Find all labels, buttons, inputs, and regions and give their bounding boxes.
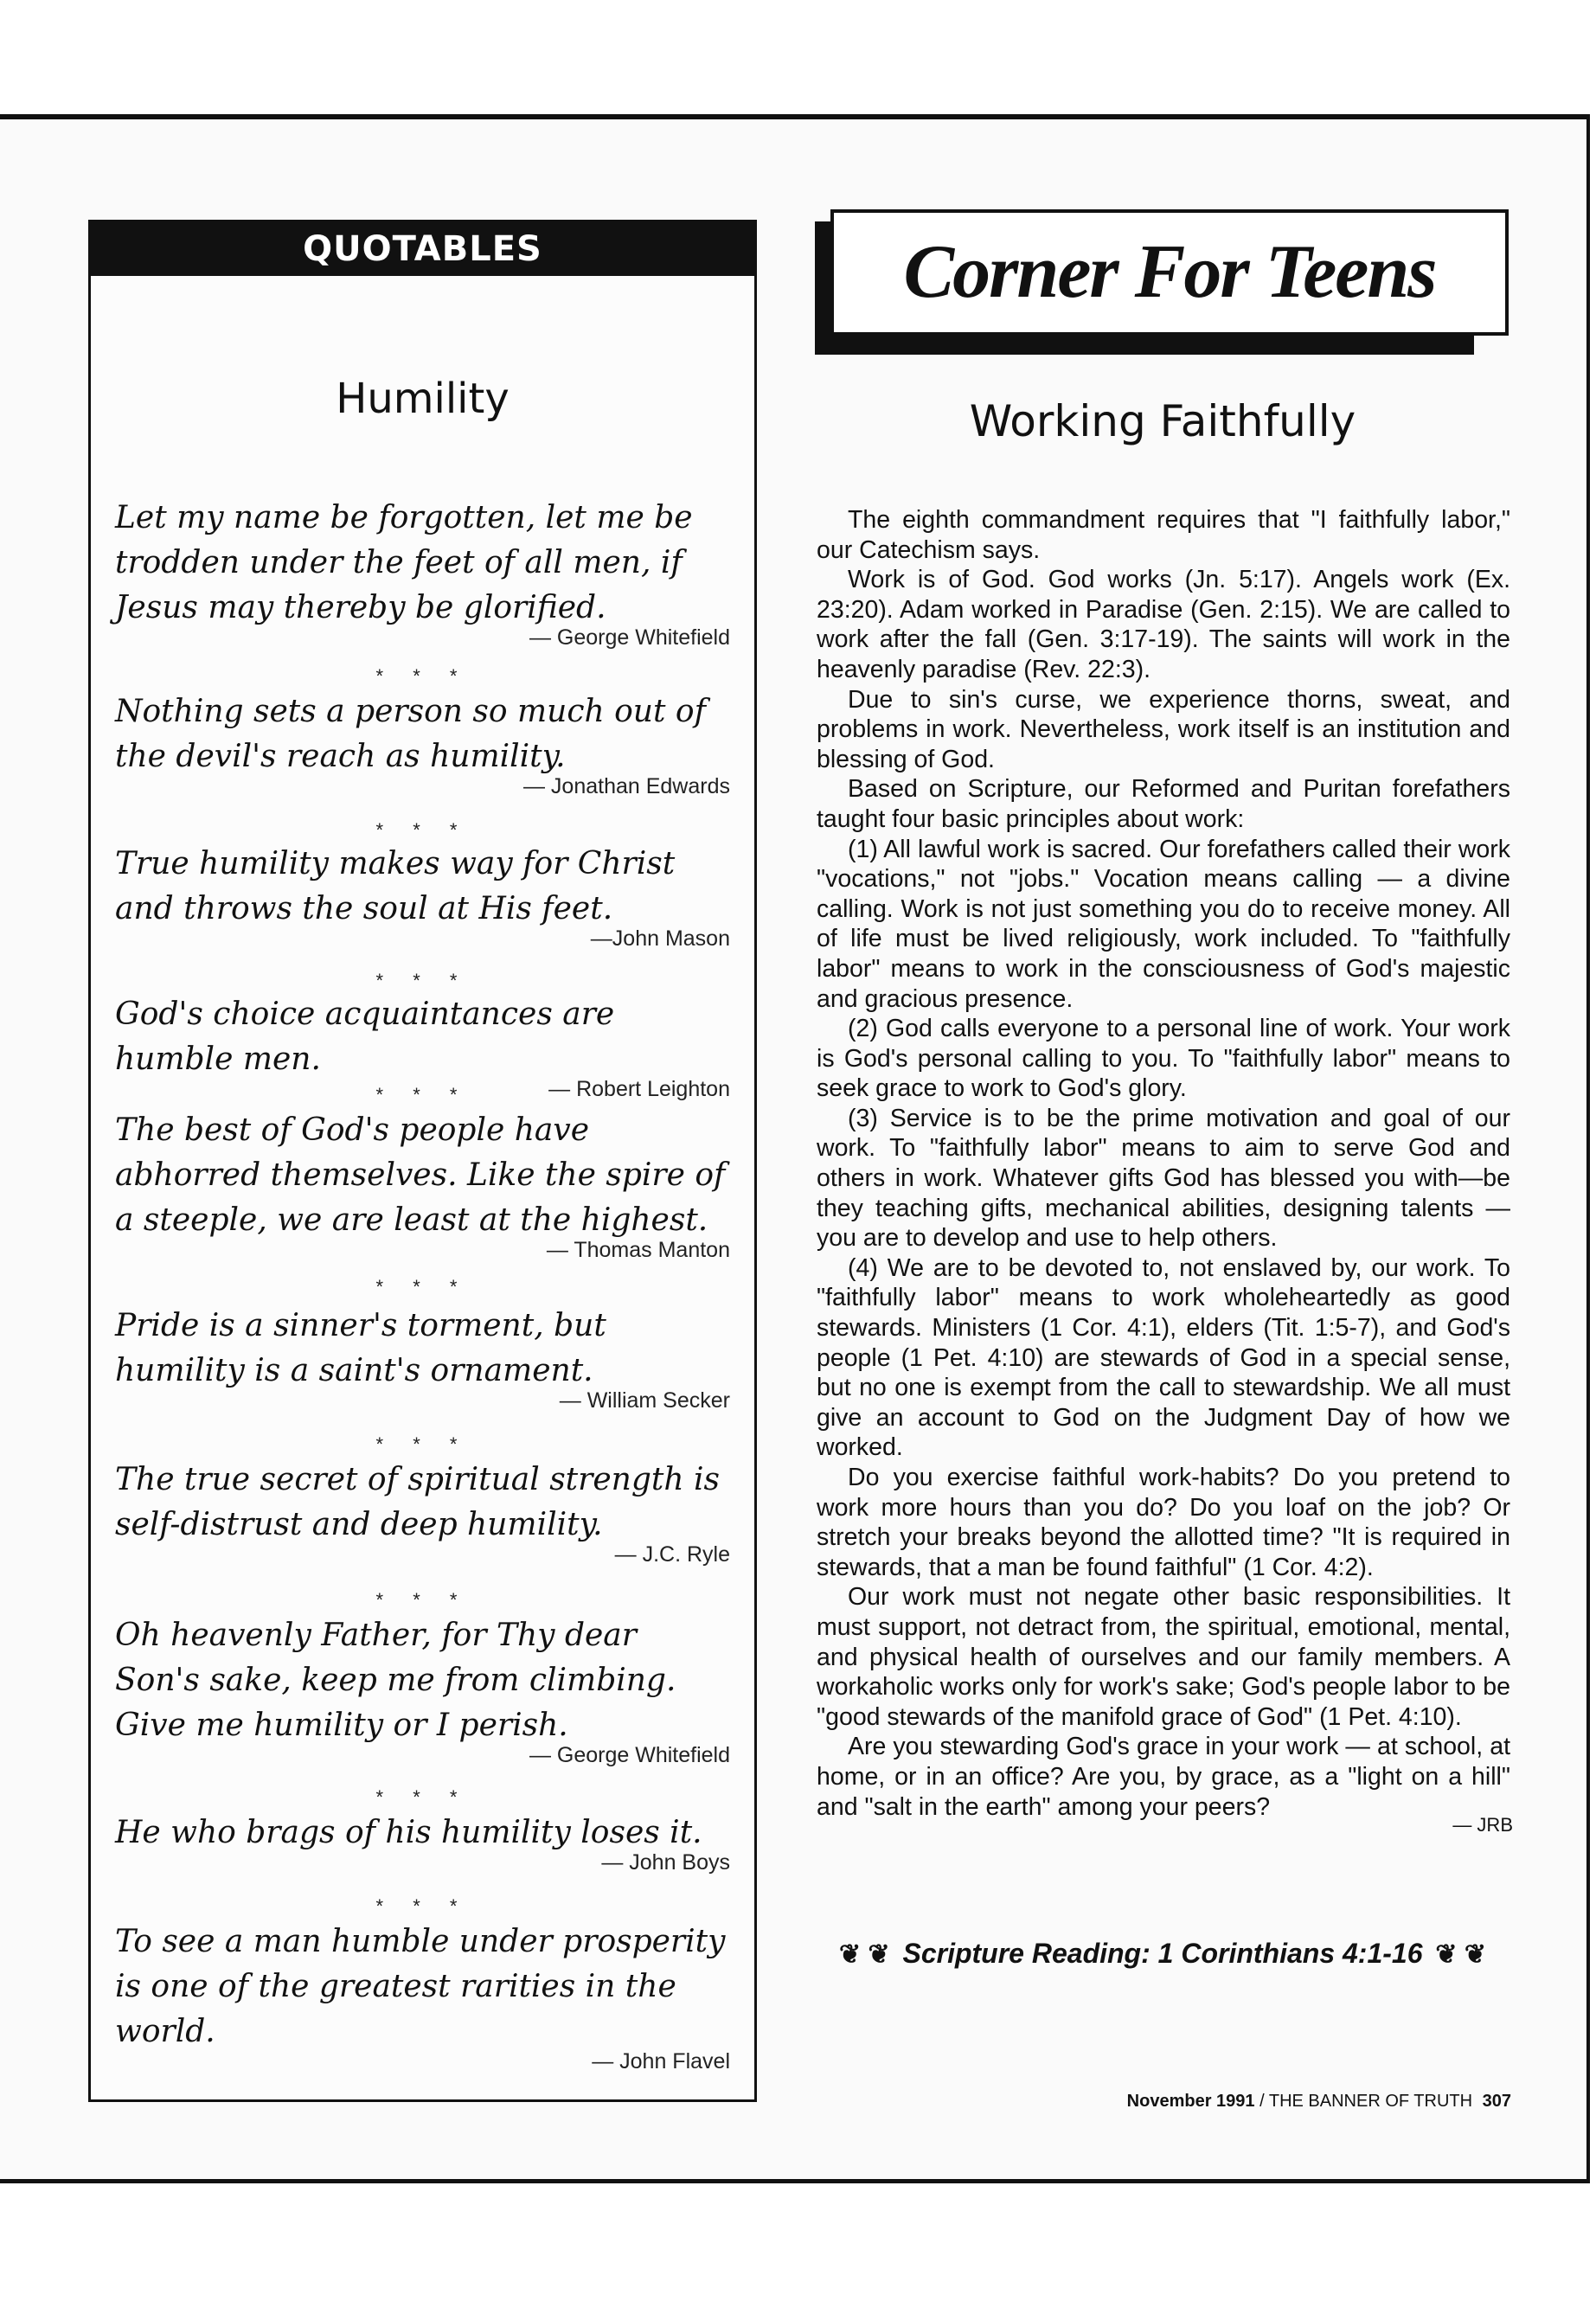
article-paragraph: Work is of God. God works (Jn. 5:17). Angels work (Ex. 23:20). Adam worked in Paradise (Gen. 2:15). We are called to work after the fall (Gen. 3:17-19). The saints will work in the heavenly paradise (Rev. 22:3). [817,566,1510,683]
article-paragraph: (1) All lawful work is sacred. Our forefathers called their work "vocations," not "jobs." Vocation means calling — a divine calling. Work is not just something you do to receive money. All of life must be lived religiously, work included. To "faithfully labor" means to work in the consciousness of God's majestic and gracious presence. [817,835,1510,1013]
quote-text: He who brags of his humility loses it. [115,1815,702,1850]
fleuron-icon: ❦ ❦ [838,1940,890,1969]
quotables-box [88,220,757,2102]
title-banner [830,209,1509,336]
article-body [817,505,1510,1822]
quote-author: —John Mason [590,926,730,951]
quote-text: True humility makes way for Christ and throws the soul at His feet. [115,846,676,926]
quote-text: To see a man humble under prosperity is one of the greatest rarities in the world. [115,1924,726,2049]
quote-text: Nothing sets a person so much out of the devil's reach as humility. [115,694,706,774]
quote [115,496,730,651]
quote [115,1458,730,1567]
quote [115,689,730,799]
article-paragraph: Do you exercise faithful work-habits? Do you pretend to work more hours than you do? Do you loaf on the job? Or stretch your breaks beyond the allotted time? "It is required in stewards, that a man be found faithful" (1 Cor. 4:2). [817,1464,1510,1581]
quote-author: — Thomas Manton [546,1238,730,1262]
quote-author: — J.C. Ryle [614,1542,730,1567]
separator: * * * [375,665,470,687]
scripture-reading [817,1938,1509,1970]
quote-text: Pride is a sinner's torment, but humility is a saint's ornament. [115,1308,606,1388]
article-paragraph: (2) God calls everyone to a personal line of work. Your work is God's personal calling to you. To "faithfully labor" means to seek grace to work to God's glory. [817,1015,1510,1103]
quote-text: Let my name be forgotten, let me be trodden under the feet of all men, if Jesus may thereby be glorified. [115,500,693,625]
article-paragraph: (4) We are to be devoted to, not enslaved by, our work. To "faithfully labor" means to work wholeheartedly as good stewards. Ministers (1 Cor. 4:1), elders (Tit. 1:5-7), and God's people (1 Pet. 4:10) are stewards of God in a special sense, but no one is exempt from the call to stewardship. We all must give an account to God on the Judgment Day of how we worked. [817,1253,1510,1462]
scripture-reading-text: Scripture Reading: 1 Corinthians 4:1-16 [902,1938,1423,1969]
quote [115,1304,730,1413]
quotables-header: QUOTABLES [91,222,754,276]
separator: * * * [375,1895,470,1917]
separator: * * * [375,1589,470,1611]
quote [115,1811,730,1875]
article-paragraph: Based on Scripture, our Reformed and Puritan forefathers taught four basic principles about work: [817,775,1510,833]
quote-author: — George Whitefield [529,1743,730,1767]
separator: * * * [375,1084,470,1106]
quote-author: — John Flavel [592,2049,730,2073]
separator: * * * [375,819,470,841]
quote-author: — John Boys [601,1850,730,1875]
quote-text: God's choice acquaintances are humble men. [115,997,615,1077]
footer-date: November 1991 [1126,2092,1255,2111]
separator: * * * [375,970,470,991]
quote [115,1108,730,1263]
author-signoff: — JRB [1452,1814,1513,1836]
quote [115,842,730,952]
page-footer [1127,2092,1511,2112]
article-paragraph: Our work must not negate other basic responsibilities. It must support, not detract from, the spiritual, emotional, mental, and physical health of ourselves and our family members. A workaholic works only for work's sake; God's people labor to be "good stewards of the manifold grace of God" (1 Pet. 4:10). [817,1583,1510,1731]
separator: * * * [375,1786,470,1808]
quote-author: — William Secker [559,1388,730,1413]
footer-publication: / THE BANNER OF TRUTH [1259,2092,1473,2111]
article-paragraph: Are you stewarding God's grace in your work — at school, at home, or in an office? Are you, by grace, as a "light on a hill" and "salt in the earth" among your peers? [817,1733,1510,1821]
article-paragraph: The eighth commandment requires that "I faithfully labor," our Catechism says. [817,506,1510,564]
quotables-title: Humility [336,375,510,423]
quote [115,1920,730,2074]
fleuron-icon: ❦ ❦ [1435,1940,1486,1969]
quote-text: The best of God's people have abhorred themselves. Like the spire of a steeple, we are least at the highest. [115,1112,726,1238]
quote-author: — George Whitefield [529,625,730,650]
separator: * * * [375,1433,470,1455]
article-paragraph: (3) Service is to be the prime motivation and goal of our work. To "faithfully labor" means to aim to serve God and others in work. Whatever gifts God has blessed you with—be they teaching gifts, mechanical abilities, designing talents — you are to develop and use to help others. [817,1104,1510,1253]
quote-author: — Robert Leighton [548,1077,730,1101]
page-number: 307 [1482,2092,1511,2111]
quote-author: — Jonathan Edwards [522,774,730,798]
quote [115,1613,730,1768]
quote-text: Oh heavenly Father, for Thy dear Son's sake, keep me from climbing. Give me humility or I perish. [115,1618,676,1743]
quote-text: The true secret of spiritual strength is self-distrust and deep humility. [115,1462,720,1542]
article-paragraph: Due to sin's curse, we experience thorns, sweat, and problems in work. Nevertheless, work itself is an institution and blessing of God. [817,685,1510,773]
article-title: Working Faithfully [969,396,1356,446]
separator: * * * [375,1276,470,1298]
section-title: Corner For Teens [903,230,1436,314]
